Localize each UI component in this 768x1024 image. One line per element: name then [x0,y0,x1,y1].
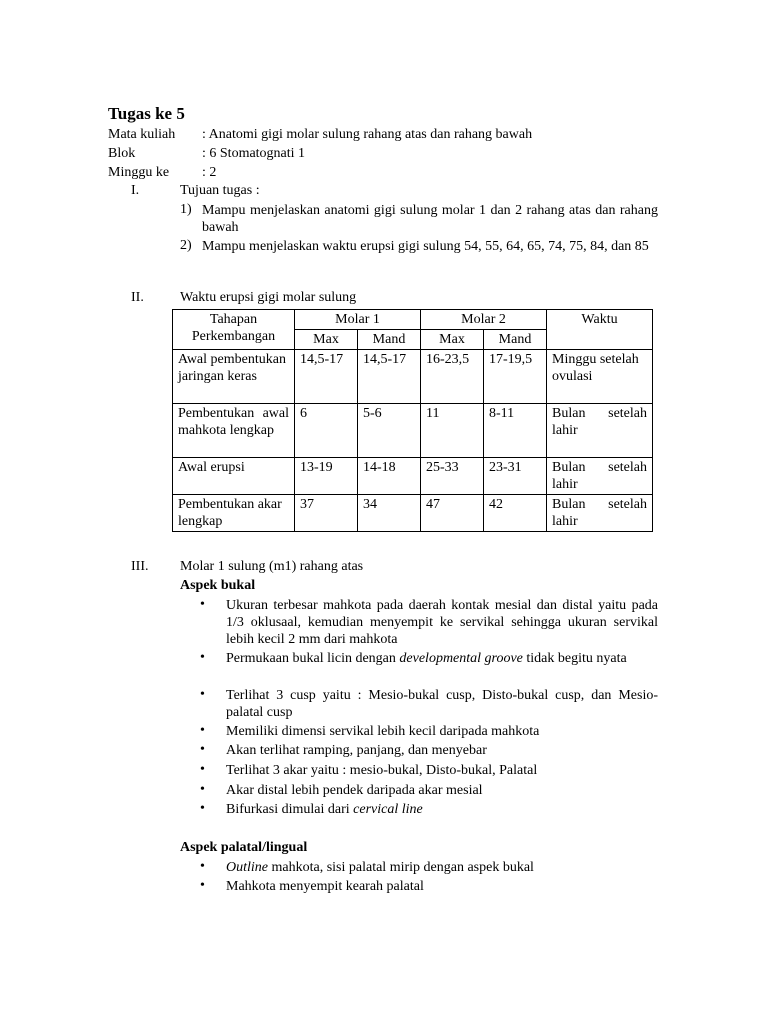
header-tahapan: Tahapan Perkembangan [173,310,295,350]
section-1-number: I. [131,183,140,198]
eruption-table [172,309,653,532]
cell-m2-mand: 42 [484,495,547,532]
cell-m2-max: 16-23,5 [421,350,484,404]
cell-waktu: Bulan setelah lahir [547,495,653,532]
bukal-item-3: Terlihat 3 cusp yaitu : Mesio-bukal cusp, Disto-bukal cusp, dan Mesio-palatal cusp [226,688,658,720]
objective-2-text: Mampu menjelaskan waktu erupsi gigi sulung 54, 55, 64, 65, 74, 75, 84, dan 85 [202,239,649,254]
header-molar-2: Molar 2 [421,310,547,330]
aspek-palatal-heading: Aspek palatal/lingual [180,840,308,855]
bullet-icon: • [200,650,205,665]
bukal-item-2: Permukaan bukal licin dengan developmental groove tidak begitu nyata [226,651,627,666]
bullet-icon: • [200,878,205,893]
bullet-icon: • [200,597,205,612]
bullet-icon: • [200,742,205,757]
cell-m2-mand: 17-19,5 [484,350,547,404]
section-2-heading: Waktu erupsi gigi molar sulung [180,290,357,305]
cell-m2-max: 47 [421,495,484,532]
table-row [173,404,653,458]
section-3-number: III. [131,559,149,574]
cell-m1-max: 37 [295,495,358,532]
bukal-item-5: Akan terlihat ramping, panjang, dan menyebar [226,743,487,758]
objective-1-text: Mampu menjelaskan anatomi gigi sulung molar 1 dan 2 rahang atas dan rahang bawah [202,203,658,235]
bukal-item-6: Terlihat 3 akar yaitu : mesio-bukal, Disto-bukal, Palatal [226,763,538,778]
cell-m1-mand: 14,5-17 [358,350,421,404]
cell-m1-max: 6 [295,404,358,458]
header-max-2: Max [421,330,484,350]
meta-label-mata-kuliah: Mata kuliah [108,127,176,142]
meta-label-blok: Blok [108,146,136,161]
cell-waktu: Bulan setelah lahir [547,458,653,495]
section-2-number: II. [131,290,144,305]
bullet-icon: • [200,723,205,738]
cell-m2-mand: 23-31 [484,458,547,495]
palatal-item-2: Mahkota menyempit kearah palatal [226,879,424,894]
objective-2-number: 2) [180,238,192,253]
bullet-icon: • [200,859,205,874]
objective-1-number: 1) [180,202,192,217]
aspek-bukal-heading: Aspek bukal [180,578,256,593]
section-3-heading: Molar 1 sulung (m1) rahang atas [180,559,364,574]
cell-waktu: Bulan setelah lahir [547,404,653,458]
header-max-1: Max [295,330,358,350]
cell-m1-mand: 14-18 [358,458,421,495]
meta-value-blok: : 6 Stomatognati 1 [202,146,306,161]
cell-m2-max: 25-33 [421,458,484,495]
cell-m2-mand: 8-11 [484,404,547,458]
bukal-item-7: Akar distal lebih pendek daripada akar mesial [226,783,483,798]
cell-stage: Pembentukan akar lengkap [173,495,295,532]
bullet-icon: • [200,687,205,702]
table-row [173,458,653,495]
header-waktu: Waktu [547,310,653,350]
header-molar-1: Molar 1 [295,310,421,330]
palatal-item-1: Outline mahkota, sisi palatal mirip dengan aspek bukal [226,860,534,875]
meta-value-mata-kuliah: : Anatomi gigi molar sulung rahang atas dan rahang bawah [202,127,533,142]
cell-waktu: Minggu setelah ovulasi [547,350,653,404]
bullet-icon: • [200,762,205,777]
table-header-row [173,310,653,330]
cell-m1-mand: 5-6 [358,404,421,458]
cell-stage: Pembentukan awal mahkota lengkap [173,404,295,458]
cell-stage: Awal erupsi [173,458,295,495]
meta-value-minggu: : 2 [202,165,217,180]
bukal-item-1: Ukuran terbesar mahkota pada daerah kontak mesial dan distal yaitu pada 1/3 oklusaal, kemudian menyempit ke servikal sehingga ukuran servikal lebih kecil 2 mm dari mahkota [226,598,658,647]
bukal-item-8: Bifurkasi dimulai dari cervical line [226,802,423,817]
table-row [173,495,653,532]
cell-stage: Awal pembentukan jaringan keras [173,350,295,404]
meta-label-minggu: Minggu ke [108,165,170,180]
cell-m2-max: 11 [421,404,484,458]
page-title: Tugas ke 5 [108,104,185,123]
bullet-icon: • [200,782,205,797]
header-mand-1: Mand [358,330,421,350]
section-1-heading: Tujuan tugas : [180,183,260,198]
header-mand-2: Mand [484,330,547,350]
cell-m1-max: 13-19 [295,458,358,495]
cell-m1-max: 14,5-17 [295,350,358,404]
bukal-item-4: Memiliki dimensi servikal lebih kecil daripada mahkota [226,724,540,739]
table-row [173,350,653,404]
bullet-icon: • [200,801,205,816]
cell-m1-mand: 34 [358,495,421,532]
